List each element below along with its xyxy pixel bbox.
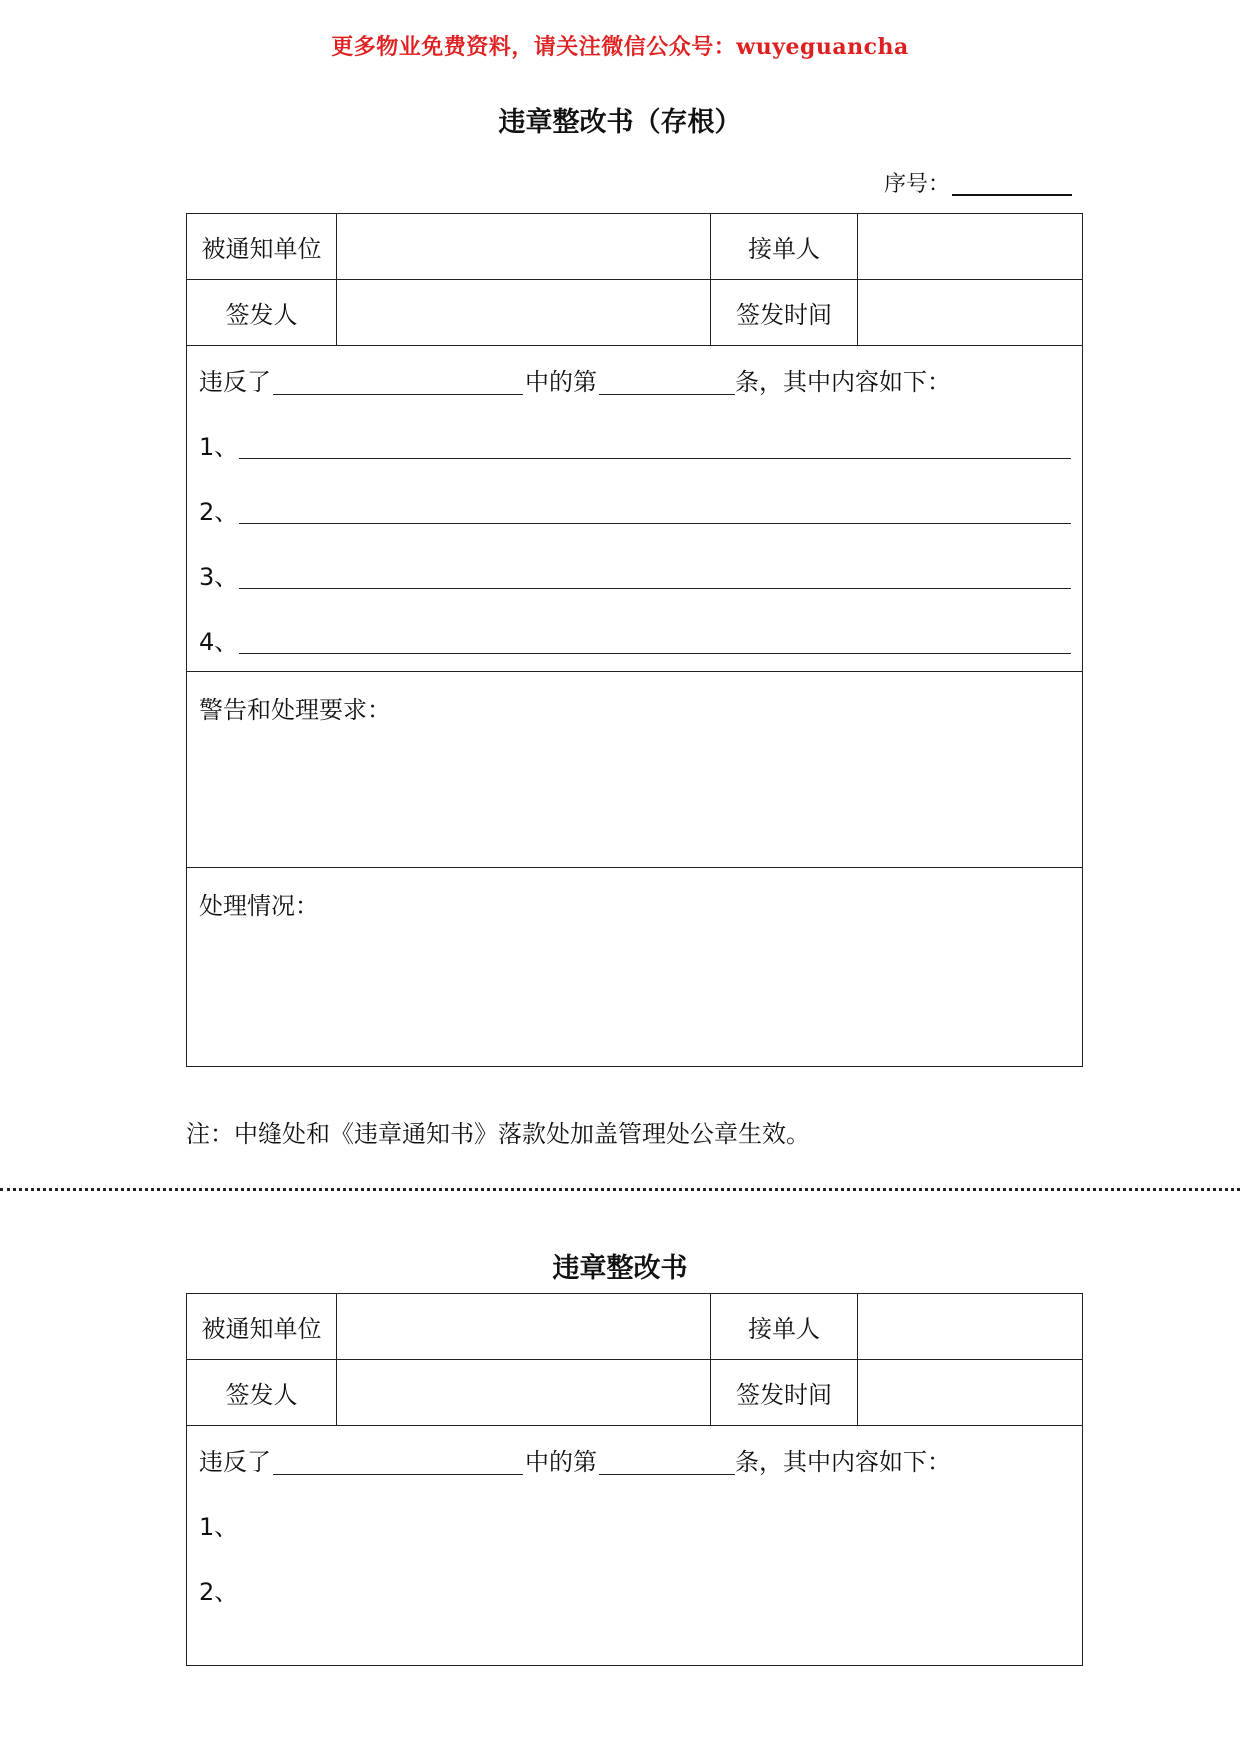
notice-regulation-blank[interactable] [273, 1474, 523, 1475]
issue-time-label: 签发时间 [711, 280, 858, 345]
notice-issue-time-label: 签发时间 [711, 1360, 858, 1425]
notice-issuer-field[interactable] [337, 1360, 711, 1425]
stub-item-3-blank[interactable] [239, 588, 1071, 589]
notice-title: 违章整改书 [552, 1253, 688, 1284]
notice-violation-middle: 中的第 [525, 1448, 597, 1476]
notice-violation-section [187, 1426, 1082, 1664]
handling-label: 处理情况： [199, 892, 319, 920]
warning-label: 警告和处理要求： [199, 696, 391, 724]
violation-middle: 中的第 [525, 368, 597, 396]
stub-item-4-blank[interactable] [239, 653, 1071, 654]
promo-banner: 更多物业免费资料，请关注微信公众号：wuyeguancha [331, 34, 909, 60]
stub-item-4: 4、 [199, 628, 239, 656]
notified-unit-label: 被通知单位 [187, 214, 337, 279]
receiver-field[interactable] [858, 214, 1082, 279]
article-blank[interactable] [599, 394, 735, 395]
notice-violation-suffix: 条，其中内容如下： [735, 1448, 951, 1476]
stub-violation-section [187, 346, 1082, 672]
serial-blank[interactable] [952, 194, 1072, 196]
stub-item-1-blank[interactable] [239, 458, 1071, 459]
violation-suffix: 条，其中内容如下： [735, 368, 951, 396]
notice-item-1: 1、 [199, 1513, 239, 1541]
stub-row-issuer [187, 280, 1082, 346]
notice-receiver-field[interactable] [858, 1294, 1082, 1359]
notice-issue-time-field[interactable] [858, 1360, 1082, 1425]
notified-unit-field[interactable] [337, 214, 711, 279]
notice-row-issuer [187, 1360, 1082, 1426]
notice-notified-unit-field[interactable] [337, 1294, 711, 1359]
stub-item-1: 1、 [199, 433, 239, 461]
handling-section[interactable] [187, 868, 1082, 1064]
notice-notified-unit-label: 被通知单位 [187, 1294, 337, 1359]
notice-issuer-label: 签发人 [187, 1360, 337, 1425]
stub-form [186, 213, 1083, 1067]
warning-section[interactable] [187, 672, 1082, 868]
perforation-divider [0, 1188, 1240, 1191]
seal-note: 注：中缝处和《违章通知书》落款处加盖管理处公章生效。 [186, 1120, 810, 1148]
stub-item-2: 2、 [199, 498, 239, 526]
notice-row-unit [187, 1294, 1082, 1360]
notice-form [186, 1293, 1083, 1666]
issuer-label: 签发人 [187, 280, 337, 345]
stub-title: 违章整改书（存根） [498, 107, 742, 138]
notice-item-2: 2、 [199, 1578, 239, 1606]
serial-label: 序号： [884, 172, 951, 197]
notice-violation-prefix: 违反了 [199, 1448, 271, 1476]
stub-item-3: 3、 [199, 563, 239, 591]
receiver-label: 接单人 [711, 214, 858, 279]
issue-time-field[interactable] [858, 280, 1082, 345]
regulation-blank[interactable] [273, 394, 523, 395]
issuer-field[interactable] [337, 280, 711, 345]
notice-receiver-label: 接单人 [711, 1294, 858, 1359]
stub-row-unit [187, 214, 1082, 280]
stub-item-2-blank[interactable] [239, 523, 1071, 524]
violation-prefix: 违反了 [199, 368, 271, 396]
notice-article-blank[interactable] [599, 1474, 735, 1475]
